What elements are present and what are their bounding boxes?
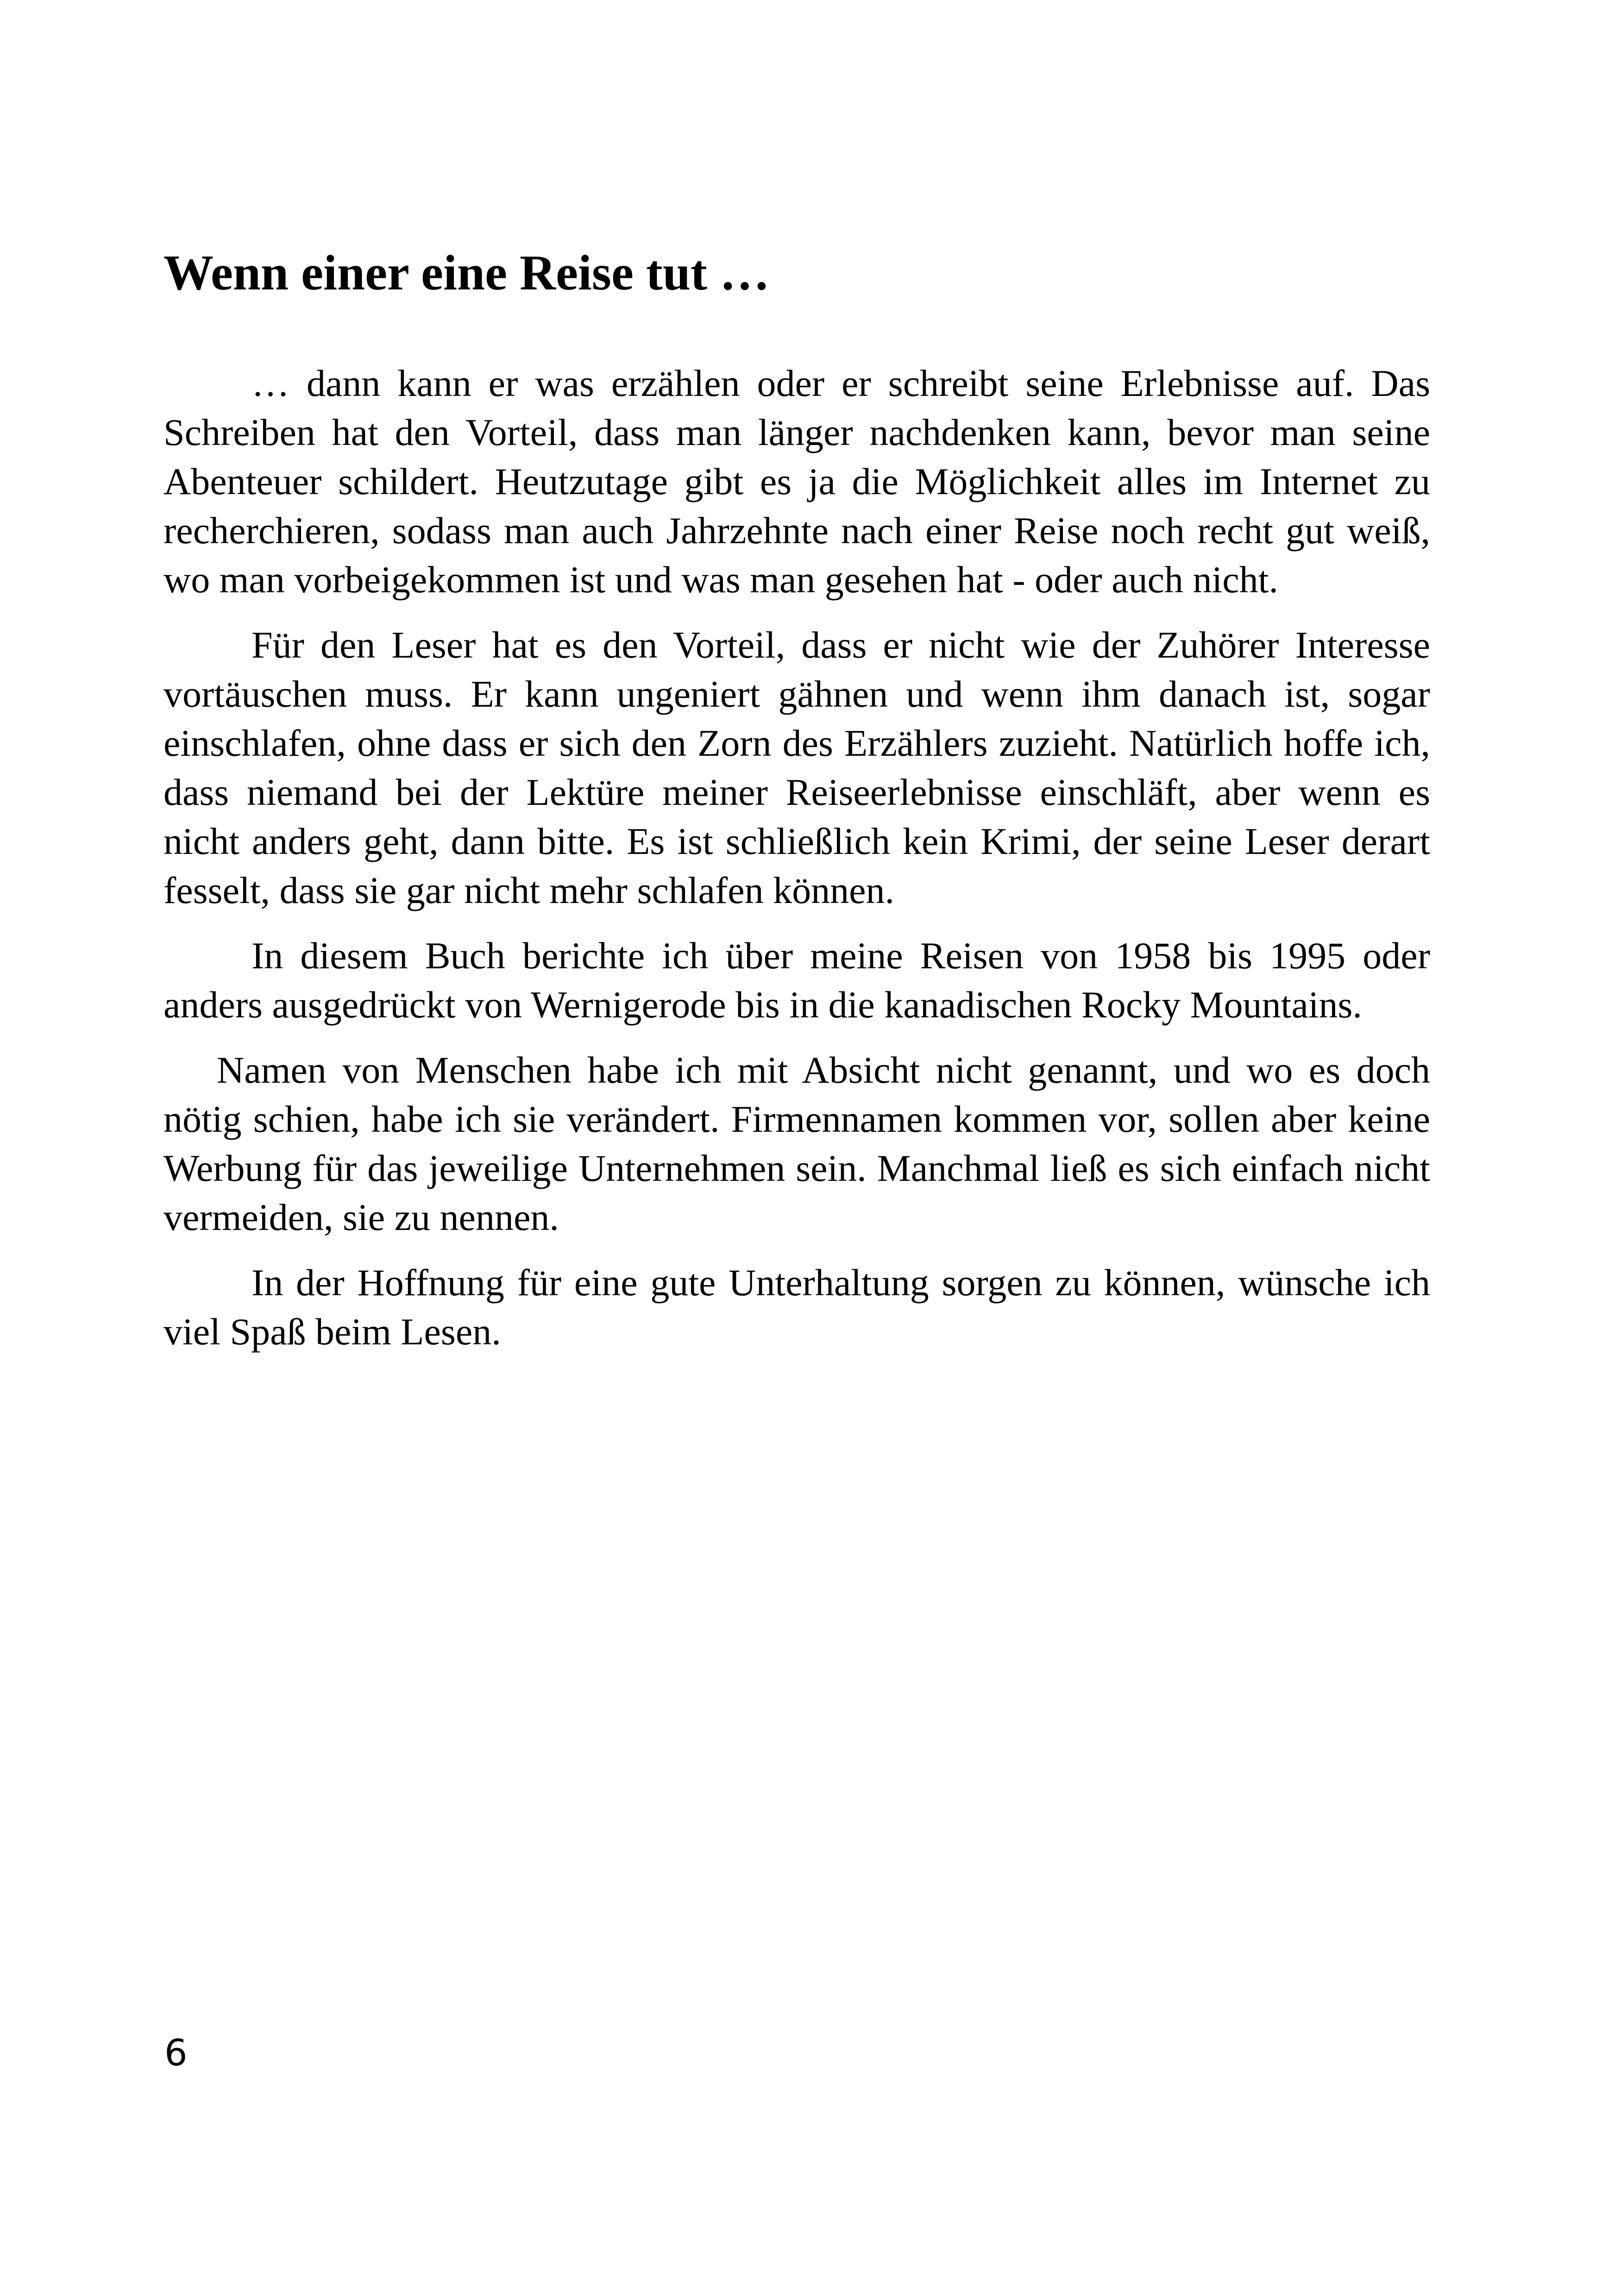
body-text bbox=[163, 359, 1430, 1373]
chapter-heading: Wenn einer eine Reise tut … bbox=[163, 245, 770, 301]
paragraph-closing: In der Hoffnung für eine gute Unterhaltung sorgen zu können, wünsche ich viel Spaß beim Lesen. bbox=[163, 1261, 1430, 1353]
paragraph-intro: … dann kann er was erzählen oder er schreibt seine Erlebnisse auf. Das Schreiben hat den Vorteil, dass man länger nachdenken kann, bevor man seine Abenteuer schildert. Heutzutage gibt es ja die Möglichkeit alles im Internet zu recherchieren, sodass man auch Jahrzehnte nach einer Reise noch recht gut weiß, wo man vorbeigekommen ist und was man gesehen hat - oder auch nicht. bbox=[163, 362, 1430, 601]
paragraph-names: Namen von Menschen habe ich mit Absicht nicht genannt, und wo es doch nötig schien, habe ich sie verändert. Firmennamen kommen vor, sollen aber keine Werbung für das jeweilige Unternehmen sein. Manchmal ließ es sich einfach nicht vermeiden, sie zu nennen. bbox=[163, 1049, 1430, 1238]
paragraph-travels: In diesem Buch berichte ich über meine Reisen von 1958 bis 1995 oder anders ausgedrückt von Wernigerode bis in die kanadischen Rocky Mountains. bbox=[163, 935, 1430, 1026]
page-number: 6 bbox=[164, 2033, 188, 2074]
paragraph-reader: Für den Leser hat es den Vorteil, dass er nicht wie der Zuhörer Interesse vortäuschen muss. Er kann ungeniert gähnen und wenn ihm danach ist, sogar einschlafen, ohne dass er sich den Zorn des Erzählers zuzieht. Natürlich hoffe ich, dass niemand bei der Lektüre meiner Reiseerlebnisse einschläft, aber wenn es nicht anders geht, dann bitte. Es ist schließlich kein Krimi, der seine Leser derart fesselt, dass sie gar nicht mehr schlafen können. bbox=[163, 624, 1430, 911]
